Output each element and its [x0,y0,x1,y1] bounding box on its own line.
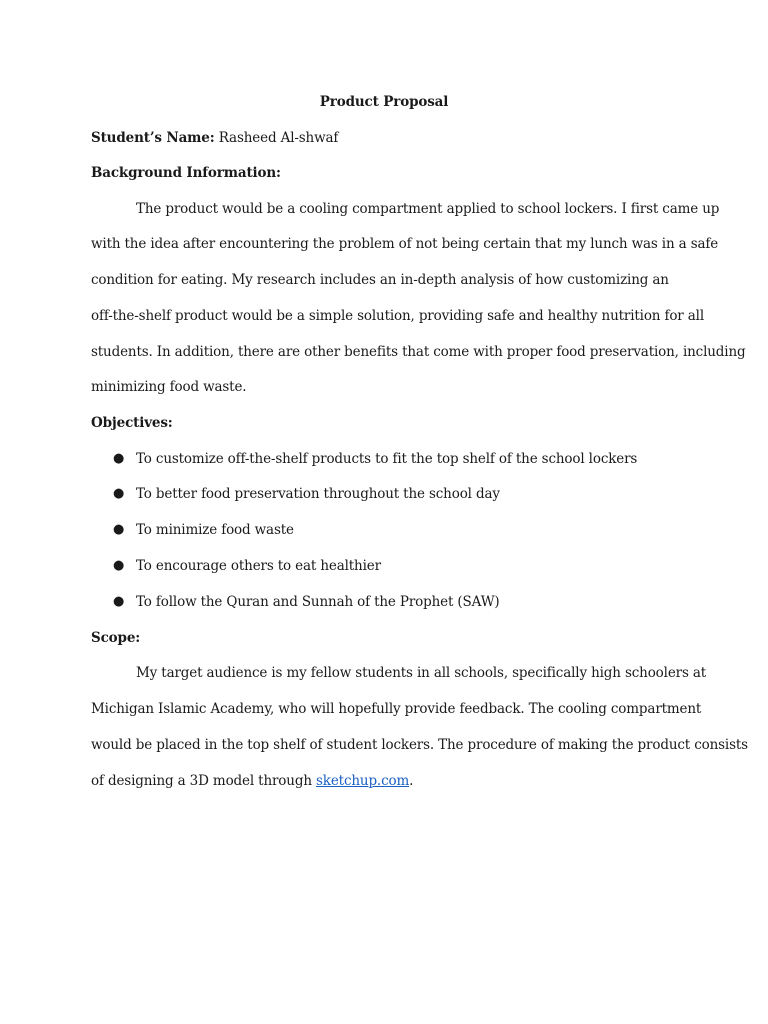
document-title: Product Proposal [319,94,449,110]
scope-last-line [91,771,413,791]
objective-item: To minimize food waste [136,522,294,538]
scope-line: Michigan Islamic Academy, who will hopefully provide feedback. The cooling compartment [91,701,702,717]
student-name-label: Student’s Name: [91,130,215,146]
scope-line: My target audience is my fellow students in all schools, specifically high schoolers at [136,665,707,681]
scope-line: would be placed in the top shelf of student lockers. The procedure of making the product consists [91,737,748,753]
sketchup-link[interactable]: sketchup.com [316,773,410,789]
objectives-heading: Objectives: [91,415,173,431]
bullet-icon: ● [113,451,125,466]
bullet-icon: ● [113,558,125,573]
background-line: minimizing food waste. [91,379,247,395]
bullet-icon: ● [113,486,125,501]
bullet-icon: ● [113,522,125,537]
background-line: off-the-shelf product would be a simple solution, providing safe and healthy nutrition for all [91,308,704,324]
scope-heading: Scope: [91,630,141,646]
background-line: with the idea after encountering the problem of not being certain that my lunch was in a safe [91,236,719,252]
background-line: The product would be a cooling compartment applied to school lockers. I first came up [136,201,720,217]
objective-item: To customize off-the-shelf products to fit the top shelf of the school lockers [136,451,638,467]
student-name-value: Rasheed Al-shwaf [218,130,339,146]
objective-item: To better food preservation throughout the school day [136,486,500,502]
bullet-icon: ● [113,594,125,609]
background-line: condition for eating. My research includes an in-depth analysis of how customizing an [91,272,669,288]
background-line: students. In addition, there are other benefits that come with proper food preservation, including [91,344,746,360]
objective-item: To encourage others to eat healthier [136,558,381,574]
objective-item: To follow the Quran and Sunnah of the Prophet (SAW) [136,594,500,610]
scope-last-suffix: . [409,773,414,789]
student-name-line [91,128,338,148]
background-heading: Background Information: [91,165,281,181]
scope-last-prefix: of designing a 3D model through [91,773,317,789]
